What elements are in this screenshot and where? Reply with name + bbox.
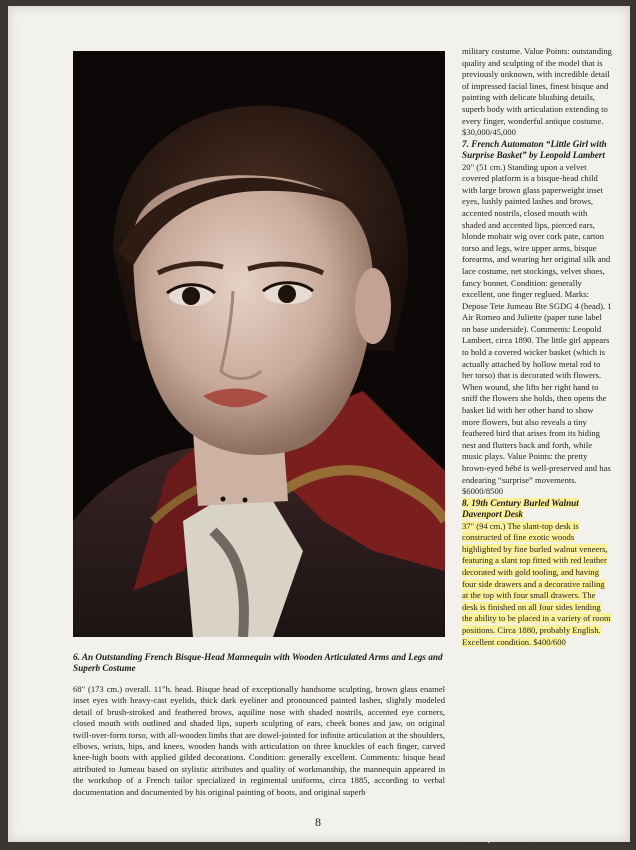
item8-description bbox=[462, 521, 612, 649]
mannequin-portrait-image bbox=[73, 51, 445, 637]
item6-description: 68" (173 cm.) overall. 11"h. head. Bisque head of exceptionally handsome sculpting, brown glass enamel inset eyes with heavy-cast eyelids, thick dark eyeliner and pronounced painted lashes, slightly modeled detail of brush-stroked and feathered brows, aquiline nose with shaded nostrils, accented eye corners, closed mouth with outlined and shaded lips, superb sculpting of ears, cheek bones and jaw, on original twill-over-form torso, with all-wooden limbs that are dowel-jointed for infinite articulation at the shoulders, elbows, wrists, hips, and knees, wooden hands with articulation on three knuckles of each finger, carved knee-high boots with applied gilded decorations. Condition: generally excellent. Comments: bisque head attributed to Jumeau based on stylistic attributes and quality of workmanship, the mannequin appeared in the workshop of a French tailor specialized in regimental uniforms, circa 1885, according to verbal documentation and documented by his original painting of boots, and original superb bbox=[73, 684, 445, 797]
item6-heading: 6. An Outstanding French Bisque-Head Mannequin with Wooden Articulated Arms and Legs and Superb Costume bbox=[73, 652, 443, 674]
item8-heading-text: 8. 19th Century Burled Walnut Davenport Desk bbox=[462, 497, 579, 520]
item7-description: 20" (51 cm.) Standing upon a velvet covered platform is a bisque-head child with large brown glass paperweight inset eyes, lushly painted lashes and brows, accented nostrils, closed mouth with shaded and accented lips, pierced ears, blonde mohair wig over cork pate, carton torso and legs, wire upper arms, bisque forearms, and wearing her original silk and lace costume, net stockings, velvet shoes, fancy bonnet. Condition: generally excellent, one finger reglued. Marks: Depose Tete Jumeau Bte SGDG 4 (head). 1 Air Romeo and Juliette (paper tune label on base underside). Comments: Leopold Lambert, circa 1890. The little girl appears to hold a covered wicker basket (which is actually attached by hollow metal rod to her torso) that is decorated with flowers. When wound, she lifts her right hand to sniff the flowers she holds, then opens the basket lid with her other hand to show more flowers, but also reveals a tiny feathered bird that arises from its hiding nest and flutters back and forth, while music plays. Value Points: the pretty brown-eyed bébé is well-preserved and has endearing “surprise” movements. $6000/8500 bbox=[462, 161, 612, 497]
page-number: 8 bbox=[315, 815, 321, 829]
site-watermark: Antique-Dolls • Байбики • babiki.ru bbox=[465, 832, 628, 844]
item5-continuation: military costume. Value Points: outstanding quality and sculpting of the model that is previously unknown, with incredible detail of impressed facial lines, finest bisque and painting with delicate blushing details, superb body with articulation extending to every finger, wonderful antique costume. $30,000/45,000 bbox=[462, 46, 612, 138]
item8-description-text: 37" (94 cm.) The slant-top desk is constructed of fine exotic woods highlighted by fine burled walnut veneers, featuring a slant top fitted with red leather decorated with gold tooling, and having four side drawers and a decorative railing at the top with four small drawers. The desk is finished on all four sides lending the ability to be placed in a variety of room positions. Circa 1880, probably English. Excellent condition. $400/600 bbox=[462, 520, 611, 647]
item8-heading bbox=[462, 498, 612, 521]
item7-heading: 7. French Automaton “Little Girl with Surprise Basket” by Leopold Lambert bbox=[462, 138, 607, 161]
catalog-page bbox=[8, 6, 630, 842]
right-text-column bbox=[462, 46, 612, 648]
item6-block bbox=[73, 652, 445, 798]
mannequin-photo bbox=[73, 51, 445, 637]
